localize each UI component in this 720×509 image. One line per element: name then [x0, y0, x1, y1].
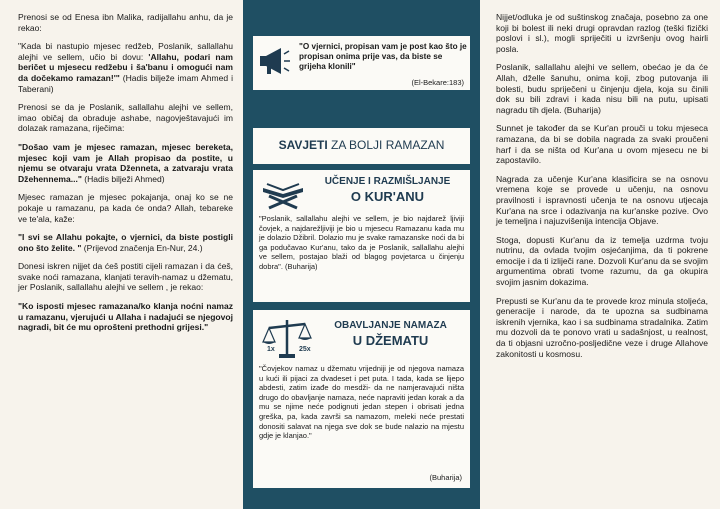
quote-text: "O vjernici, propisan vam je post kao što je propisan onima prije vas, da biste se grijeha klonili" — [299, 42, 467, 71]
left-panel — [0, 0, 243, 509]
card-quran-text: "Poslanik, sallallahu alejhi ve sellem, je bio najdarež ljiviji čovjek, a najdarežljiviji je bio u mjesecu Ramazanu kada mu je dolazio Džibril. Dolazio mu je svake ramazanske noći da bi ga podučavao Kur'anu, tako da je Poslanik, sallallahu alejhi ve sellem, postajao blaži od blagog povjetarca u činjenju dobra". (Buharija) — [259, 214, 464, 271]
middle-panel — [243, 0, 480, 509]
left-paragraph-1: Prenosi se od Enesa ibn Malika, radijallahu anhu, da je rekao: — [18, 12, 233, 33]
megaphone-icon — [257, 44, 291, 78]
right-paragraph-3: Sunnet je također da se Kur'an prouči u toku mjeseca ramazana, da bi se dobila nagrada za svaki proučeni harf i da se ništa od Kur'ana u ovom mjesecu ne bi zapostavilo. — [496, 123, 708, 166]
quran-stand-icon — [259, 178, 307, 210]
card-prayer — [253, 310, 470, 488]
card-prayer-text: "Čovjekov namaz u džematu vrijedniji je od njegova namaza u kući ili pijaci za dvadeset i pet puta. I tada, kada se lijepo abdesti, zatim izađe do mesdži- da ne namjeravajući ništa drugo do obavljanje namaza, neće napraviti jedan korak a da mu se njime neće podignuti jedan stepen i obrisati jedna greška, pa, kada završi sa namazom, meleki neće prestati donositi salavat na njega sve dok se bude nalazio na mjestu gdje je klanjao." — [259, 364, 464, 441]
card-prayer-heading-1: OBAVLJANJE NAMAZA — [334, 320, 447, 331]
left-paragraph-5: Mjesec ramazan je mjesec pokajanja, onaj ko se ne pokaje u ramazanu, pa kada će onda? Allah, tebareke ve te'ala, kaže: — [18, 192, 233, 224]
section-title: SAVJETI ZA BOLJI RAMAZAN — [253, 128, 470, 164]
card-quran-heading-2: O KUR'ANU — [350, 189, 425, 204]
left-paragraph-2: "Kada bi nastupio mjesec redžeb, Poslanik, sallallahu alejhi ve sellem, učio bi dovu: 'Allahu, podari nam beričet u mjesecu redžebu i ša'banu i omogući nam da dočekamo ramazan!'" (Hadis bilježe imam Ahmed i Taberani) — [18, 41, 233, 94]
scale-label-25x: 25x — [299, 346, 311, 353]
card-quran — [253, 170, 470, 302]
card-quran-heading-1: UČENJE I RAZMIŠLJANJE — [324, 176, 451, 187]
right-paragraph-6: Prepusti se Kur'anu da te provede kroz minula stoljeća, generacije i narode, da te upozna sa sudbinama iskrenih vjernika, kao i sa sudbinama stradalnika. Zatim mu dozvoli da te ponovo vrati u sadašnjost, u realnost, da ti objasni uzročno-posljedične veze i druge Allahove zakonitosti u kosmosu. — [496, 295, 708, 359]
left-paragraph-6: "I svi se Allahu pokajte, o vjernici, da biste postigli ono što želite. " (Prijevod značenja En-Nur, 24.) — [18, 232, 233, 253]
quote-source: (El-Bekare:183) — [411, 78, 464, 87]
right-panel — [480, 0, 720, 509]
quote-box — [253, 36, 470, 90]
right-paragraph-1: Nijjet/odluka je od suštinskog značaja, posebno za one koji bi bolest ili neki drugi opravdan razlog (teški fizički poslovi i sl.), mogli spriječiti u izvršenju ovog hairli posla. — [496, 12, 708, 54]
left-paragraph-3: Prenosi se da je Poslanik, sallallahu alejhi ve sellem, imao običaj da obraduje ashabe, nagovještavajući im dolazak ramazana, riječima: — [18, 102, 233, 134]
scale-label-1x: 1x — [267, 346, 275, 353]
card-prayer-heading-2: U DŽEMATU — [352, 333, 429, 348]
left-paragraph-7: Donesi iskren nijjet da ćeš postiti cijeli ramazan i da ćeš, svake noći ramazana, klanjati teravih-namaz u džematu, jer Poslanik, sallallahu alejhi ve sellem , je rekao: — [18, 261, 233, 293]
left-paragraph-4: "Došao vam je mjesec ramazan, mjesec bereketa, mjesec koji vam je Allah propisao da postite, u njemu se otvaraju vrata Dženneta, a zatvaraju vrata Džehennema..." (Hadis bilježi Ahmed) — [18, 141, 233, 184]
scale-icon — [261, 316, 313, 362]
left-paragraph-8: "Ko isposti mjesec ramazana/ko klanja noćni namaz u ramazanu, vjerujući u Allaha i nadajući se njegovoj nagradi, bit će mu oprošteni prethodni grijesi." — [18, 301, 233, 333]
right-paragraph-5: Stoga, dopusti Kur'anu da iz temelja uzdrma tvoju nutrinu, da ovlada tvojim osjećanjima, da ti pokrene emocije i da ti izliječi rane. Dozvoli Kur'anu da se svojim argumentima obrati tvome razumu, da ga okupira svojim jasnim dokazima. — [496, 234, 708, 288]
right-paragraph-2: Poslanik, sallallahu alejhi ve sellem, obećao je da će Allah, dželle šanuhu, onima koji, zbog putovanja ili bolesti, budu spriječeni u činjenju djela, koja su činili dok su bili zdravi i kada nisu bili na putu, upisati nagradu tih djela. (Buharija) — [496, 62, 708, 115]
right-paragraph-4: Nagrada za učenje Kur'ana klasificira se na osnovu vremena koje se provede u učenju, na osnovu pravilnosti i ispravnosti učenja te na osnovu utjecaja Kur'ana na srce i odazivanja na kur'anske pozive. Ovo je temeljna i najuzvišenija intencija Objave. — [496, 173, 708, 227]
card-prayer-source: (Buharija) — [429, 473, 462, 482]
